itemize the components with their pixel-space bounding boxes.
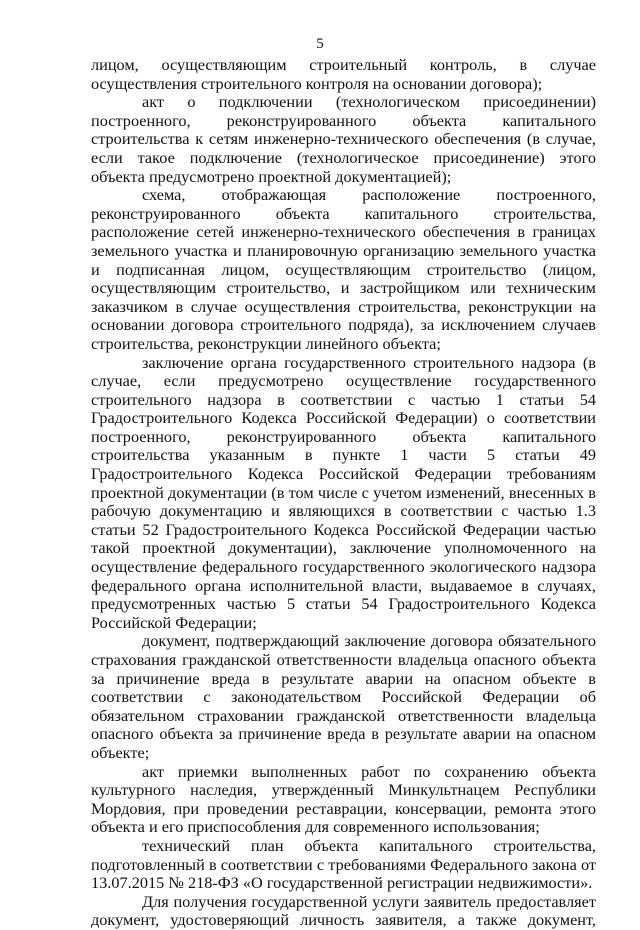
paragraph-connection-act: акт о подключении (технологическом присоединении) построенного, реконструированного объекта капитального строительства к сетям инженерно-технического обеспечения (в случае, если такое подключение (технологическое присоединение) этого объекта предусмотрено проектной документацией); bbox=[91, 92, 596, 186]
paragraph-technical-plan: технический план объекта капитального строительства, подготовленный в соответствии с требованиями Федерального закона от 13.07.2015 № 218-ФЗ «О государственной регистрации недвижимости». bbox=[91, 835, 596, 893]
document-body bbox=[91, 56, 596, 930]
paragraph-construction-control: лицом, осуществляющим строительный контроль, в случае осуществления строительного контроля на основании договора); bbox=[91, 55, 596, 93]
page-number: 5 bbox=[316, 36, 324, 52]
paragraph-location-scheme: схема, отображающая расположение построенного, реконструированного объекта капитального строительства, расположение сетей инженерно-технического обеспечения в границах земельного участка и планировочную организацию земельного участка и подписанная лицом, осуществляющим строительство (лицом, осуществляющим строительство, и застройщиком или техническим заказчиком в случае осуществления строительства, реконструкции на основании договора строительного подряда), за исключением случаев строительства, реконструкции линейного объекта; bbox=[91, 185, 596, 353]
paragraph-heritage-acceptance-act: акт приемки выполненных работ по сохранению объекта культурного наследия, утвержденный Минкультнацем Республики Мордовия, при проведении реставрации, консервации, ремонта этого объекта и его приспособления для современного использования; bbox=[91, 761, 596, 837]
paragraph-supervision-conclusion: заключение органа государственного строительного надзора (в случае, если предусмотрено осуществление государственного строительного надзора в соответствии с частью 1 статьи 54 Градостроительного Кодекса Российской Федерации) о соответствии построенного, реконструированного объекта капитального строительства указанным в пункте 1 части 5 статьи 49 Градостроительного Кодекса Российской Федерации требованиям проектной документации (в том числе с учетом изменений, внесенных в рабочую документацию и являющихся в соответствии с частью 1.3 статьи 52 Градостроительного Кодекса Российской Федерации частью такой проектной документации), заключение уполномоченного на осуществление федерального государственного экологического надзора федерального органа исполнительной власти, выдаваемое в случаях, предусмотренных частью 5 статьи 54 Градостроительного Кодекса Российской Федерации; bbox=[91, 352, 596, 632]
paragraph-applicant-documents: Для получения государственной услуги заявитель предоставляет документ, удостоверяющий личность заявителя, а также документ, bbox=[91, 891, 596, 930]
paragraph-insurance-document: документ, подтверждающий заключение договора обязательного страхования гражданской ответственности владельца опасного объекта за причинение вреда в результате аварии на опасном объекте в соответствии с законодательством Российской Федерации об обязательном страховании гражданской ответственности владельца опасного объекта за причинение вреда в результате аварии на опасном объекте; bbox=[91, 631, 596, 762]
